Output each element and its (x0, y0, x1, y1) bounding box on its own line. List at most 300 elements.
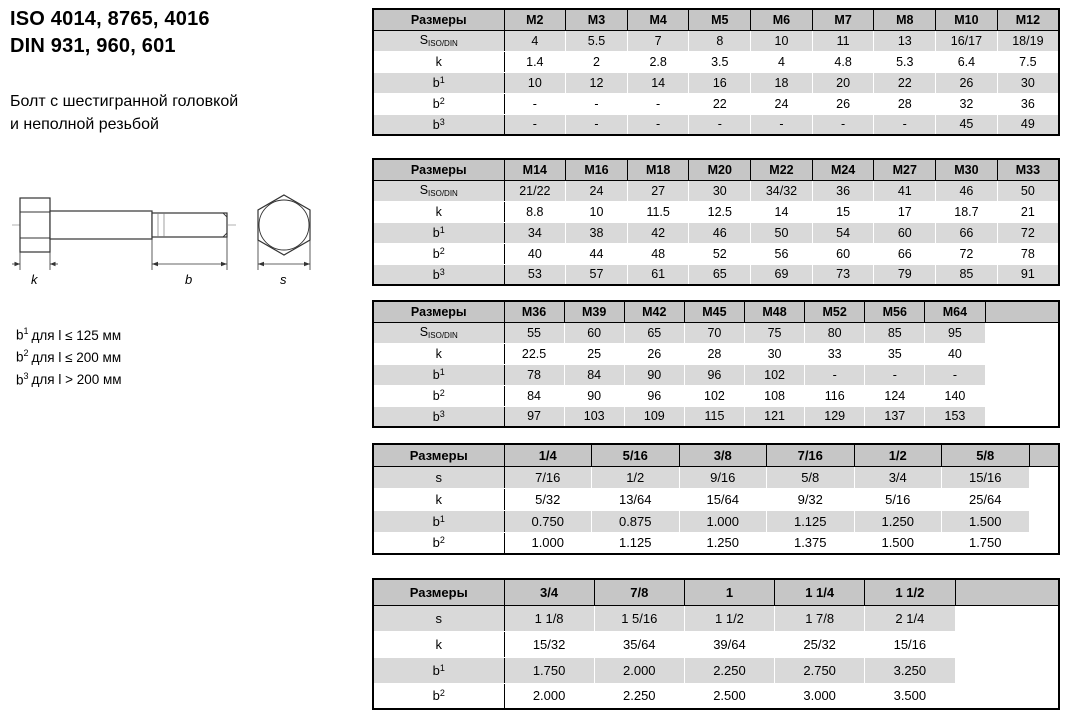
value-cell: 1.500 (942, 510, 1030, 532)
bolt-drawing (12, 194, 352, 294)
value-cell: 85 (936, 264, 998, 285)
value-cell: 129 (805, 406, 865, 427)
value-cell: - (805, 364, 865, 385)
empty-cell (985, 343, 1059, 364)
row-label: k (373, 631, 504, 657)
value-cell: 61 (627, 264, 689, 285)
value-cell: 2.8 (627, 51, 689, 72)
value-cell: 1.4 (504, 51, 566, 72)
value-cell: 60 (812, 243, 874, 264)
table-corner-header: Размеры (373, 444, 504, 466)
value-cell: 40 (504, 243, 566, 264)
value-cell: 116 (805, 385, 865, 406)
value-cell: 124 (865, 385, 925, 406)
table-inch-1-4-to-5-8 (372, 443, 1060, 555)
value-cell: 26 (624, 343, 684, 364)
dimension-tables-area (372, 0, 1062, 720)
size-column-header: M14 (504, 159, 566, 180)
value-cell: 78 (504, 364, 564, 385)
empty-header-cell (985, 301, 1059, 322)
value-cell: 15 (812, 201, 874, 222)
value-cell: 1.125 (592, 532, 680, 554)
value-cell: 21 (997, 201, 1059, 222)
table-corner-header: Размеры (373, 579, 504, 605)
size-column-header: 5/8 (942, 444, 1030, 466)
standards-title (10, 6, 370, 60)
value-cell: 46 (936, 180, 998, 201)
note-b3-prefix: b (16, 372, 24, 388)
value-cell: 22.5 (504, 343, 564, 364)
size-column-header: M10 (936, 9, 998, 30)
table-row (373, 631, 1059, 657)
value-cell: 34 (504, 222, 566, 243)
value-cell: 45 (936, 114, 998, 135)
size-column-header: M24 (812, 159, 874, 180)
note-b1-sup: 1 (23, 326, 29, 336)
value-cell: 42 (627, 222, 689, 243)
value-cell: 34/32 (751, 180, 813, 201)
value-cell: 25/64 (942, 488, 1030, 510)
value-cell: 30 (689, 180, 751, 201)
value-cell: - (504, 114, 566, 135)
row-label: $b^3$ (373, 114, 504, 135)
value-cell: 102 (745, 364, 805, 385)
row-label: $S_{ISO/DIN}$ (373, 180, 504, 201)
size-column-header: M39 (564, 301, 624, 322)
value-cell: 79 (874, 264, 936, 285)
note-b2-prefix: b (16, 349, 24, 365)
value-cell: 46 (689, 222, 751, 243)
value-cell: 97 (504, 406, 564, 427)
row-label: k (373, 51, 504, 72)
value-cell: 9/32 (767, 488, 855, 510)
value-cell: 66 (874, 243, 936, 264)
note-b3-text: для l > 200 мм (31, 372, 122, 388)
empty-cell (1029, 510, 1059, 532)
value-cell: 2.250 (594, 683, 684, 709)
note-b1 (16, 324, 122, 346)
value-cell: - (504, 93, 566, 114)
value-cell: 16/17 (936, 30, 998, 51)
value-cell: 25 (564, 343, 624, 364)
value-cell: 11 (812, 30, 874, 51)
size-column-header: M4 (627, 9, 689, 30)
table-row (373, 385, 1059, 406)
value-cell: 22 (874, 72, 936, 93)
value-cell: 4.8 (812, 51, 874, 72)
size-column-header: M5 (689, 9, 751, 30)
value-cell: 85 (865, 322, 925, 343)
value-cell: 36 (997, 93, 1059, 114)
value-cell: 28 (874, 93, 936, 114)
empty-cell (985, 364, 1059, 385)
value-cell: 75 (745, 322, 805, 343)
size-column-header: M12 (997, 9, 1059, 30)
value-cell: 7.5 (997, 51, 1059, 72)
size-column-header: M8 (874, 9, 936, 30)
size-column-header: M3 (566, 9, 628, 30)
table-row (373, 264, 1059, 285)
dim-s-label: s (280, 272, 287, 287)
row-label: $b^1$ (373, 657, 504, 683)
size-column-header: M42 (624, 301, 684, 322)
value-cell: - (925, 364, 985, 385)
value-cell: 13 (874, 30, 936, 51)
value-cell: 1 1/2 (684, 605, 774, 631)
value-cell: 2.750 (775, 657, 865, 683)
value-cell: 108 (745, 385, 805, 406)
value-cell: 50 (751, 222, 813, 243)
note-b3-sup: 3 (23, 370, 29, 381)
size-column-header: M45 (684, 301, 744, 322)
value-cell: 1.750 (504, 657, 594, 683)
row-label: $b^2$ (373, 243, 504, 264)
value-cell: 7 (627, 30, 689, 51)
value-cell: 10 (751, 30, 813, 51)
value-cell: 56 (751, 243, 813, 264)
value-cell: 36 (812, 180, 874, 201)
value-cell: 40 (925, 343, 985, 364)
value-cell: 73 (812, 264, 874, 285)
row-label: $b^3$ (373, 264, 504, 285)
size-column-header: 1 1/4 (775, 579, 865, 605)
value-cell: 38 (566, 222, 628, 243)
value-cell: 18/19 (997, 30, 1059, 51)
value-cell: 26 (812, 93, 874, 114)
table-row (373, 488, 1059, 510)
row-label: $b^2$ (373, 532, 504, 554)
value-cell: 8.8 (504, 201, 566, 222)
value-cell: 35 (865, 343, 925, 364)
value-cell: 54 (812, 222, 874, 243)
value-cell: 1.000 (504, 532, 592, 554)
table-metric-m14-m33 (372, 158, 1060, 286)
product-subtitle (10, 90, 238, 136)
size-column-header: M36 (504, 301, 564, 322)
size-column-header: M56 (865, 301, 925, 322)
size-column-header: M6 (751, 9, 813, 30)
value-cell: 1 7/8 (775, 605, 865, 631)
value-cell: 57 (566, 264, 628, 285)
empty-header-cell (1029, 444, 1059, 466)
size-column-header: M22 (751, 159, 813, 180)
note-b1-prefix: b (16, 327, 24, 343)
value-cell: 80 (805, 322, 865, 343)
value-cell: 9/16 (679, 466, 767, 488)
value-cell: 153 (925, 406, 985, 427)
table-row (373, 343, 1059, 364)
row-label: $S_{ISO/DIN}$ (373, 30, 504, 51)
subtitle-line-2: и неполной резьбой (10, 116, 159, 134)
empty-cell (955, 657, 1059, 683)
table-row (373, 30, 1059, 51)
value-cell: 15/32 (504, 631, 594, 657)
bolt-thread (152, 213, 227, 237)
table-corner-header: Размеры (373, 159, 504, 180)
value-cell: 96 (624, 385, 684, 406)
value-cell: 90 (624, 364, 684, 385)
table-row (373, 222, 1059, 243)
thread-length-notes (16, 324, 122, 391)
value-cell: 30 (997, 72, 1059, 93)
table-row (373, 72, 1059, 93)
value-cell: 24 (751, 93, 813, 114)
value-cell: 33 (805, 343, 865, 364)
value-cell: 2.250 (684, 657, 774, 683)
value-cell: 1.000 (679, 510, 767, 532)
note-b3 (16, 369, 122, 391)
value-cell: 10 (566, 201, 628, 222)
value-cell: 16 (689, 72, 751, 93)
table-row (373, 510, 1059, 532)
value-cell: 1.125 (767, 510, 855, 532)
value-cell: 5/16 (854, 488, 942, 510)
value-cell: 48 (627, 243, 689, 264)
dim-k-label: k (31, 272, 38, 287)
value-cell: 55 (504, 322, 564, 343)
size-column-header: 3/8 (679, 444, 767, 466)
left-panel (10, 6, 370, 716)
value-cell: 30 (745, 343, 805, 364)
row-label: s (373, 466, 504, 488)
value-cell: 65 (624, 322, 684, 343)
size-column-header: M52 (805, 301, 865, 322)
value-cell: 3.000 (775, 683, 865, 709)
value-cell: 52 (689, 243, 751, 264)
row-label: $S_{ISO/DIN}$ (373, 322, 504, 343)
value-cell: 35/64 (594, 631, 684, 657)
size-column-header: 1 (684, 579, 774, 605)
value-cell: - (627, 114, 689, 135)
size-column-header: 7/16 (767, 444, 855, 466)
table-row (373, 406, 1059, 427)
value-cell: 91 (997, 264, 1059, 285)
value-cell: 65 (689, 264, 751, 285)
b-arrow-right (221, 262, 227, 266)
size-column-header: 5/16 (592, 444, 680, 466)
value-cell: 5/32 (504, 488, 592, 510)
value-cell: 0.750 (504, 510, 592, 532)
value-cell: 95 (925, 322, 985, 343)
value-cell: 18 (751, 72, 813, 93)
row-label: $b^1$ (373, 222, 504, 243)
value-cell: 21/22 (504, 180, 566, 201)
s-arrow-right (304, 262, 310, 266)
value-cell: 12 (566, 72, 628, 93)
value-cell: 15/16 (942, 466, 1030, 488)
table-row (373, 114, 1059, 135)
value-cell: 1.375 (767, 532, 855, 554)
size-column-header: M16 (566, 159, 628, 180)
note-b2 (16, 346, 122, 368)
size-column-header: 1/4 (504, 444, 592, 466)
row-label: $b^1$ (373, 510, 504, 532)
value-cell: 84 (504, 385, 564, 406)
value-cell: 25/32 (775, 631, 865, 657)
value-cell: 4 (751, 51, 813, 72)
value-cell: 11.5 (627, 201, 689, 222)
table-inch-3-4-to-1-1-2 (372, 578, 1060, 710)
value-cell: 13/64 (592, 488, 680, 510)
row-label: s (373, 605, 504, 631)
empty-cell (1029, 532, 1059, 554)
row-label: $b^1$ (373, 72, 504, 93)
value-cell: 60 (564, 322, 624, 343)
size-column-header: M27 (874, 159, 936, 180)
bolt-head-side (20, 198, 50, 252)
row-label: k (373, 343, 504, 364)
note-b2-text: для l ≤ 200 мм (31, 349, 122, 365)
value-cell: 28 (684, 343, 744, 364)
value-cell: 109 (624, 406, 684, 427)
value-cell: 39/64 (684, 631, 774, 657)
value-cell: 115 (684, 406, 744, 427)
table-row (373, 532, 1059, 554)
row-label: $b^3$ (373, 406, 504, 427)
value-cell: 2.500 (684, 683, 774, 709)
value-cell: 1 5/16 (594, 605, 684, 631)
dim-b-label: b (185, 272, 193, 287)
value-cell: 1.500 (854, 532, 942, 554)
empty-cell (985, 385, 1059, 406)
value-cell: - (627, 93, 689, 114)
value-cell: 50 (997, 180, 1059, 201)
value-cell: 96 (684, 364, 744, 385)
k-arrow-right (50, 262, 56, 266)
value-cell: 72 (936, 243, 998, 264)
value-cell: 10 (504, 72, 566, 93)
value-cell: 66 (936, 222, 998, 243)
value-cell: - (566, 93, 628, 114)
table-row (373, 201, 1059, 222)
value-cell: - (874, 114, 936, 135)
empty-header-cell (955, 579, 1059, 605)
size-column-header: 1/2 (854, 444, 942, 466)
value-cell: 5/8 (767, 466, 855, 488)
value-cell: 53 (504, 264, 566, 285)
value-cell: 5.3 (874, 51, 936, 72)
value-cell: 14 (751, 201, 813, 222)
table-row (373, 51, 1059, 72)
size-column-header: 3/4 (504, 579, 594, 605)
value-cell: 24 (566, 180, 628, 201)
row-label: k (373, 201, 504, 222)
table-row (373, 605, 1059, 631)
table-row (373, 93, 1059, 114)
value-cell: 84 (564, 364, 624, 385)
value-cell: - (751, 114, 813, 135)
value-cell: 14 (627, 72, 689, 93)
value-cell: 6.4 (936, 51, 998, 72)
k-arrow-left (15, 262, 21, 266)
table-row (373, 180, 1059, 201)
value-cell: - (689, 114, 751, 135)
value-cell: 12.5 (689, 201, 751, 222)
value-cell: 121 (745, 406, 805, 427)
value-cell: 1/2 (592, 466, 680, 488)
value-cell: - (865, 364, 925, 385)
row-label: $b^2$ (373, 93, 504, 114)
value-cell: 140 (925, 385, 985, 406)
value-cell: 1.750 (942, 532, 1030, 554)
value-cell: 27 (627, 180, 689, 201)
value-cell: 3.500 (865, 683, 955, 709)
value-cell: 103 (564, 406, 624, 427)
value-cell: 1 1/8 (504, 605, 594, 631)
value-cell: 72 (997, 222, 1059, 243)
value-cell: 32 (936, 93, 998, 114)
value-cell: 5.5 (566, 30, 628, 51)
value-cell: 2.000 (594, 657, 684, 683)
value-cell: 3.5 (689, 51, 751, 72)
subtitle-line-1: Болт с шестигранной головкой (10, 93, 239, 110)
value-cell: 15/16 (865, 631, 955, 657)
value-cell: 2 (566, 51, 628, 72)
size-column-header: 1 1/2 (865, 579, 955, 605)
value-cell: 1.250 (854, 510, 942, 532)
value-cell: 0.875 (592, 510, 680, 532)
row-label: $b^1$ (373, 364, 504, 385)
table-row (373, 243, 1059, 264)
value-cell: 2.000 (504, 683, 594, 709)
note-b1-text: для l ≤ 125 мм (31, 327, 122, 343)
size-column-header: M33 (997, 159, 1059, 180)
table-corner-header: Размеры (373, 9, 504, 30)
value-cell: 49 (997, 114, 1059, 135)
value-cell: 1.250 (679, 532, 767, 554)
value-cell: 41 (874, 180, 936, 201)
table-row (373, 322, 1059, 343)
value-cell: 17 (874, 201, 936, 222)
value-cell: 18.7 (936, 201, 998, 222)
empty-cell (985, 406, 1059, 427)
value-cell: 60 (874, 222, 936, 243)
din-standards-line: DIN 931, 960, 601 (10, 35, 176, 57)
table-corner-header: Размеры (373, 301, 504, 322)
b-arrow-left (152, 262, 158, 266)
value-cell: 7/16 (504, 466, 592, 488)
value-cell: 3.250 (865, 657, 955, 683)
value-cell: 15/64 (679, 488, 767, 510)
size-column-header: M64 (925, 301, 985, 322)
empty-cell (955, 683, 1059, 709)
value-cell: 26 (936, 72, 998, 93)
hex-end-view (258, 195, 310, 255)
row-label: $b^2$ (373, 683, 504, 709)
value-cell: 90 (564, 385, 624, 406)
row-label: k (373, 488, 504, 510)
value-cell: 20 (812, 72, 874, 93)
table-row (373, 364, 1059, 385)
note-b2-sup: 2 (23, 348, 29, 359)
value-cell: 2 1/4 (865, 605, 955, 631)
empty-cell (1029, 466, 1059, 488)
empty-cell (955, 605, 1059, 631)
value-cell: 137 (865, 406, 925, 427)
value-cell: 102 (684, 385, 744, 406)
empty-cell (985, 322, 1059, 343)
value-cell: 8 (689, 30, 751, 51)
row-label: $b^2$ (373, 385, 504, 406)
table-row (373, 657, 1059, 683)
value-cell: 22 (689, 93, 751, 114)
empty-cell (955, 631, 1059, 657)
bolt-shank (50, 211, 152, 239)
value-cell: 44 (566, 243, 628, 264)
table-metric-m2-m12 (372, 8, 1060, 136)
s-arrow-left (258, 262, 264, 266)
table-row (373, 466, 1059, 488)
